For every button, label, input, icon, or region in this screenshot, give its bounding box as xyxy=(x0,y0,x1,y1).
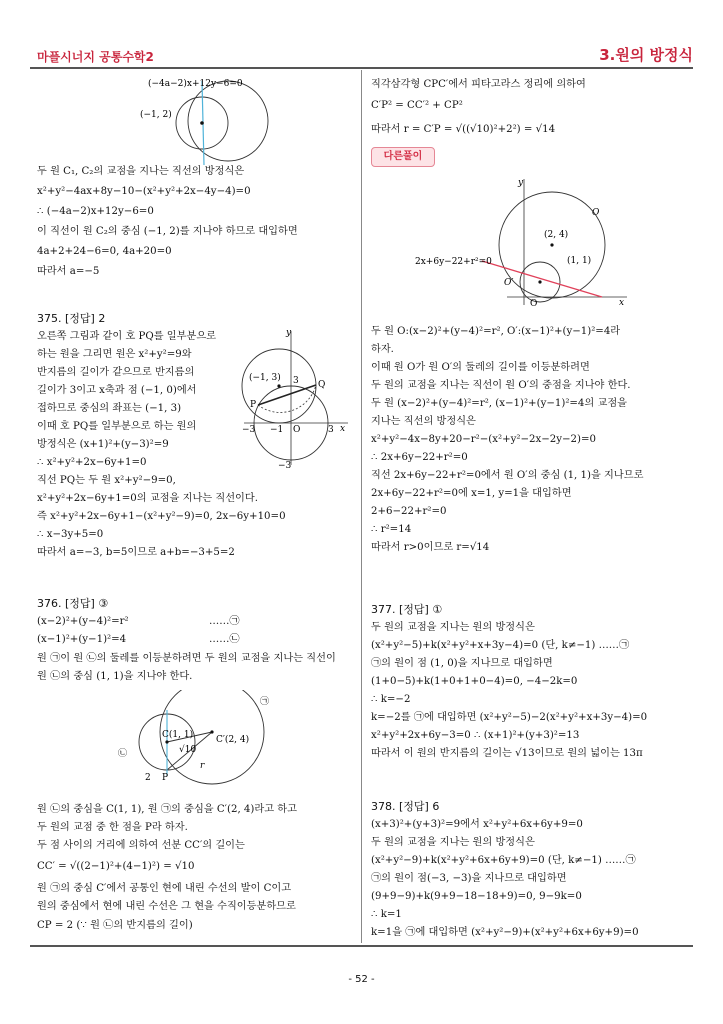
fig2-origin-label: O xyxy=(293,425,301,435)
column-divider xyxy=(361,70,362,943)
text-line: ㉠의 원이 점(−3, −3)을 지나므로 대입하면 xyxy=(371,873,567,884)
equation-2: (x−1)²+(y−1)²=4 xyxy=(37,634,127,645)
text-line: 직각삼각형 CPC′에서 피타고라스 정리에 의하여 xyxy=(371,79,586,90)
text-line: 반지름의 길이가 같으므로 반지름의 xyxy=(37,367,195,378)
fig3-circle2-tag: ㉡ xyxy=(118,749,128,759)
figure-375 xyxy=(236,325,354,475)
text-line: (1+0−5)+k(1+0+1+0−4)=0, −4−2k=0 xyxy=(371,676,578,687)
text-line: 이때 원 O가 원 O′의 둘레의 길이를 이등분하려면 xyxy=(371,362,590,373)
fig2-tick-m1: −1 xyxy=(270,425,284,435)
fig4-origin-label: O xyxy=(530,299,538,309)
figure-alt xyxy=(412,175,632,310)
text-line: 두 원의 교점을 지나는 원의 방정식은 xyxy=(371,622,535,633)
text-line: ∴ (−4a−2)x+12y−6=0 xyxy=(37,206,154,217)
text-line: ∴ r²=14 xyxy=(371,524,412,535)
fig4-oprime-label: O′ xyxy=(504,278,514,288)
fig4-circle-o-label: O xyxy=(592,208,600,218)
text-line: 따라서 r>0이므로 r=√14 xyxy=(371,542,490,553)
text-line: (x²+y²−9)+k(x²+y²+6x+6y+9)=0 (단, k≠−1) ……㉠ xyxy=(371,855,636,866)
fig2-center-label: (−1, 3) xyxy=(249,373,281,383)
fig3-two-label: 2 xyxy=(145,773,151,783)
text-line: ∴ k=−2 xyxy=(371,694,411,705)
text-line: 따라서 이 원의 반지름의 길이는 √13이므로 원의 넓이는 13π xyxy=(371,748,643,759)
text-line: 원 ㉠의 중심 C′에서 공통인 현에 내린 수선의 발이 C이고 xyxy=(37,883,292,894)
text-line: 2x+6y−22+r²=0에 x=1, y=1을 대입하면 xyxy=(371,488,572,499)
text-line: 원 ㉡의 중심을 C(1, 1), 원 ㉠의 중심을 C′(2, 4)라고 하고 xyxy=(37,804,297,815)
answer-head: 376. [정답] ③ xyxy=(37,597,109,610)
text-line: ㉠의 원이 점 (1, 0)을 지나므로 대입하면 xyxy=(371,658,553,669)
text-line: 방정식은 (x+1)²+(y−3)²=9 xyxy=(37,439,169,450)
figure-376 xyxy=(112,690,282,790)
fig1-line-label: (−4a−2)x+12y−6=0 xyxy=(148,79,243,89)
text-line: 두 원의 교점 중 한 점을 P라 하자. xyxy=(37,822,188,833)
text-line: (x²+y²−5)+k(x²+y²+x+3y−4)=0 (단, k≠−1) ……㉠ xyxy=(371,640,630,651)
text-line: k=1을 ㉠에 대입하면 (x²+y²−9)+(x²+y²+6x+6y+9)=0 xyxy=(371,927,639,938)
text-line: (x+3)²+(y+3)²=9에서 x²+y²+6x+6y+9=0 xyxy=(371,819,583,830)
page-number: - 52 - xyxy=(348,974,375,985)
text-line: 두 원의 교점을 지나는 직선이 원 O′의 중점을 지나야 한다. xyxy=(371,380,631,391)
text-line: 두 원 C₁, C₂의 교점을 지나는 직선의 방정식은 xyxy=(37,166,245,177)
header-rule xyxy=(30,67,693,69)
text-line: 이때 호 PQ를 일부분으로 하는 원의 xyxy=(37,421,197,432)
text-line: ∴ x−3y+5=0 xyxy=(37,529,104,540)
answer-head: 375. [정답] 2 xyxy=(37,312,106,325)
text-line: 2+6−22+r²=0 xyxy=(371,506,447,517)
text-line: 하는 원을 그리면 원은 x²+y²=9와 xyxy=(37,349,192,360)
text-line: (9+9−9)+k(9+9−18−18+9)=0, 9−9k=0 xyxy=(371,891,582,902)
equation-1: (x−2)²+(y−4)²=r² xyxy=(37,616,129,627)
text-line: CP = 2 (∵ 원 ㉡의 반지름의 길이) xyxy=(37,920,193,931)
text-line: 즉 x²+y²+2x−6y+1−(x²+y²−9)=0, 2x−6y+10=0 xyxy=(37,511,286,522)
fig2-x-label: x xyxy=(340,424,346,434)
text-line: 두 원 O:(x−2)²+(y−4)²=r², O′:(x−1)²+(y−1)²=4라 xyxy=(371,326,621,337)
text-line: C′P² = CC′² + CP² xyxy=(371,100,463,111)
text-line: x²+y²−4x−8y+20−r²−(x²+y²−2x−2y−2)=0 xyxy=(371,434,596,445)
fig3-cprime-label: C′(2, 4) xyxy=(216,735,250,745)
fig2-tick-3: 3 xyxy=(293,376,299,386)
text-line: 원 ㉠이 원 ㉡의 둘레를 이등분하려면 두 원의 교점을 지나는 직선이 xyxy=(37,653,336,664)
fig4-x-label: x xyxy=(619,298,625,308)
text-line: 원 ㉡의 중심 (1, 1)을 지나야 한다. xyxy=(37,671,193,682)
text-line: k=−2를 ㉠에 대입하면 (x²+y²−5)−2(x²+y²+x+3y−4)=0 xyxy=(371,712,648,723)
text-line: 따라서 a=−3, b=5이므로 a+b=−3+5=2 xyxy=(37,547,235,558)
text-line: 하자. xyxy=(371,344,394,355)
header-title: 마플시너지 공통수학2 xyxy=(37,50,154,64)
fig3-circle1-tag: ㉠ xyxy=(260,697,270,707)
answer-head: 377. [정답] ① xyxy=(371,603,443,616)
text-line: 이 직선이 원 C₂의 중심 (−1, 2)를 지나야 하므로 대입하면 xyxy=(37,226,298,237)
equation-2-tag: ……㉡ xyxy=(209,634,240,645)
text-line: 4a+2+24−6=0, 4a+20=0 xyxy=(37,246,172,257)
answer-head: 378. [정답] 6 xyxy=(371,800,440,813)
fig2-tick-3x: 3 xyxy=(328,425,334,435)
text-line: 원의 중심에서 현에 내린 수선은 그 현을 수직이등분하므로 xyxy=(37,901,296,912)
text-line: x²+y²−4ax+8y−10−(x²+y²+2x−4y−4)=0 xyxy=(37,186,251,197)
alt-solution-badge: 다른풀이 xyxy=(371,147,435,167)
text-line: ∴ 2x+6y−22+r²=0 xyxy=(371,452,468,463)
text-line: 따라서 r = C′P = √((√10)²+2²) = √14 xyxy=(371,124,556,135)
text-line: 두 원 (x−2)²+(y−4)²=r², (x−1)²+(y−1)²=4의 교점을 xyxy=(371,398,628,409)
text-line: 길이가 3이고 x축과 점 (−1, 0)에서 xyxy=(37,385,197,396)
fig3-c-label: C(1, 1) xyxy=(162,730,194,740)
text-line: 직선 PQ는 두 원 x²+y²−9=0, xyxy=(37,475,176,486)
text-line: 따라서 a=−5 xyxy=(37,266,100,277)
footer-rule xyxy=(30,945,693,947)
fig4-center-label: (2, 4) xyxy=(544,230,569,240)
text-line: x²+y²+2x−6y+1=0의 교점을 지나는 직선이다. xyxy=(37,493,258,504)
fig4-y-label: y xyxy=(518,178,524,188)
fig4-line-label: 2x+6y−22+r²=0 xyxy=(415,257,492,267)
text-line: CC′ = √((2−1)²+(4−1)²) = √10 xyxy=(37,861,195,872)
fig2-p-label: P xyxy=(250,400,257,410)
text-line: 지나는 직선의 방정식은 xyxy=(371,416,476,427)
text-line: 접하므로 중심의 좌표는 (−1, 3) xyxy=(37,403,182,414)
fig2-y-label: y xyxy=(286,328,292,338)
fig3-r-label: r xyxy=(200,761,205,771)
fig4-point-label: (1, 1) xyxy=(567,256,592,266)
text-line: 오른쪽 그림과 같이 호 PQ를 일부분으로 xyxy=(37,331,217,342)
fig3-sqrt10-label: √10 xyxy=(179,745,197,755)
fig2-q-label: Q xyxy=(318,380,326,390)
text-line: 두 원의 교점을 지나는 원의 방정식은 xyxy=(371,837,535,848)
text-line: 직선 2x+6y−22+r²=0에서 원 O′의 중심 (1, 1)을 지나므로 xyxy=(371,470,644,481)
fig1-point-label: (−1, 2) xyxy=(140,110,172,120)
fig3-p-label: P xyxy=(162,773,169,783)
text-line: 두 점 사이의 거리에 의하여 선분 CC′의 길이는 xyxy=(37,840,245,851)
text-line: x²+y²+2x+6y−3=0 ∴ (x+1)²+(y+3)²=13 xyxy=(371,730,580,741)
text-line: ∴ x²+y²+2x−6y+1=0 xyxy=(37,457,147,468)
header-chapter: 3.원의 방정식 xyxy=(599,46,693,64)
fig2-tick-m3y: −3 xyxy=(278,461,292,471)
figure-circles-1 xyxy=(130,73,280,168)
fig2-tick-m3: −3 xyxy=(242,425,256,435)
text-line: ∴ k=1 xyxy=(371,909,402,920)
equation-1-tag: ……㉠ xyxy=(209,616,240,627)
